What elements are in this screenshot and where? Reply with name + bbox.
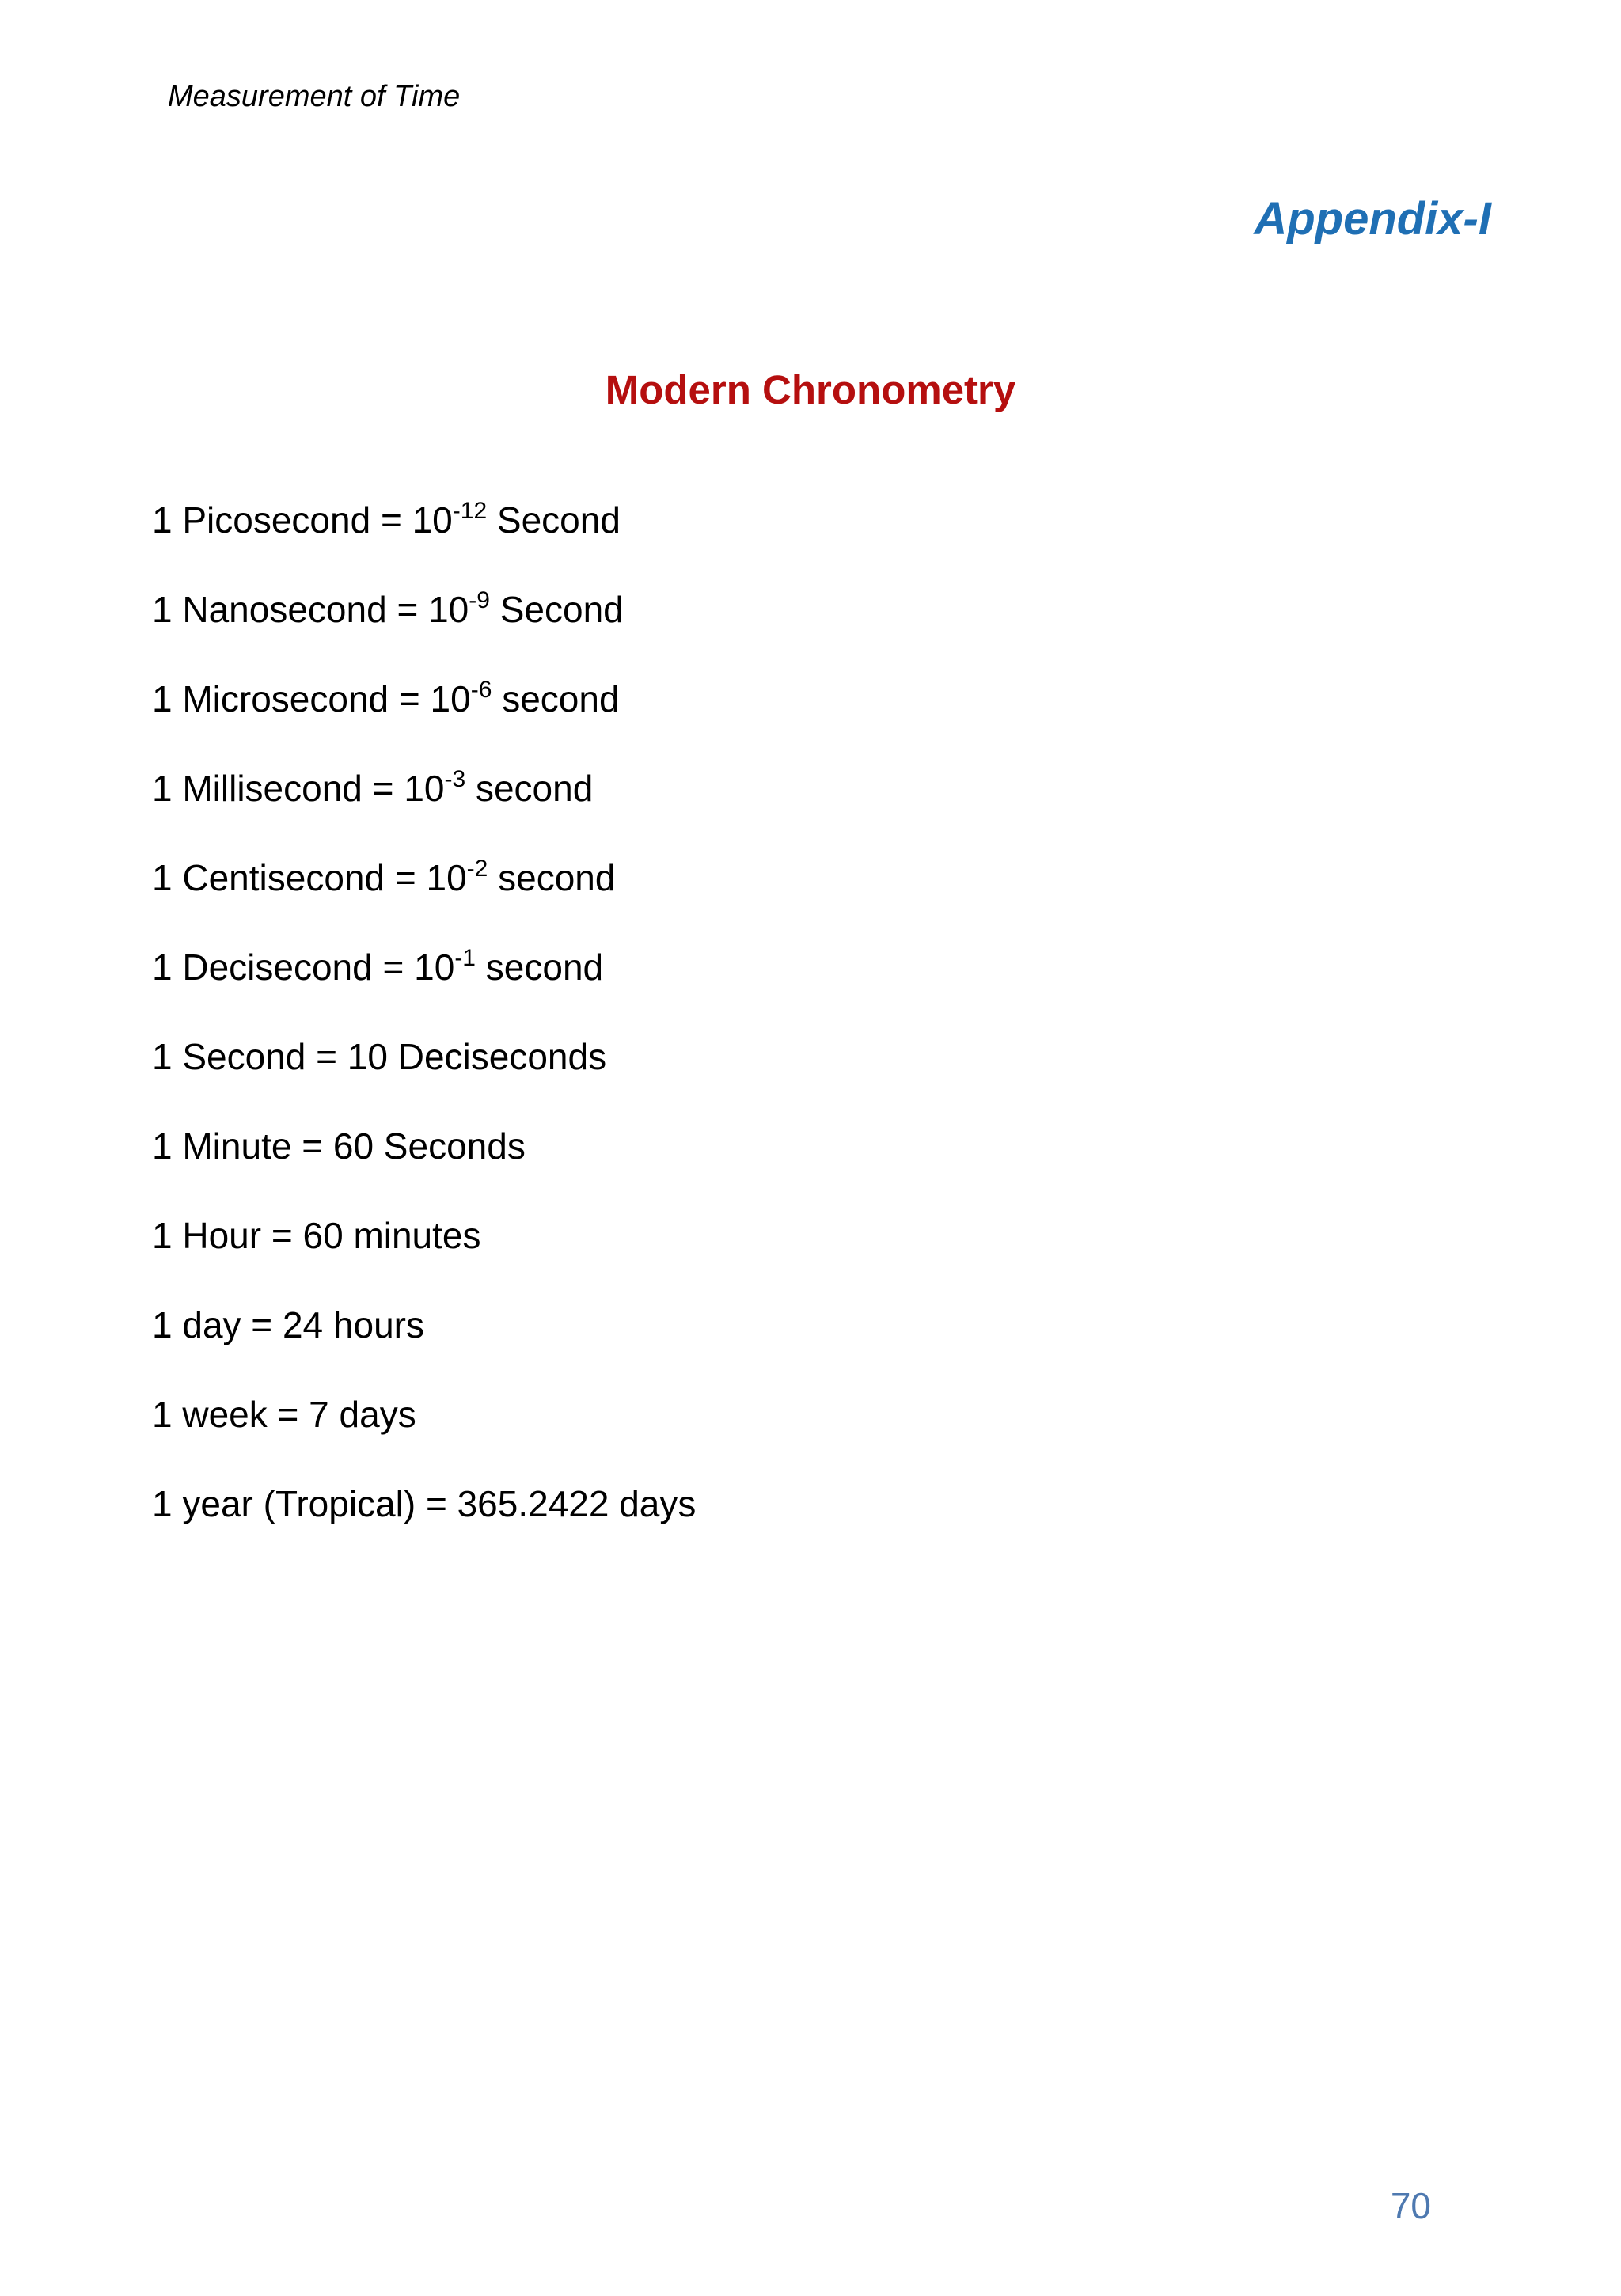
conversion-text: 1 Minute = 60 Seconds (152, 1125, 526, 1167)
conversion-minute (152, 1118, 696, 1208)
conversion-millisecond (152, 761, 696, 850)
conversion-unit: second (488, 857, 616, 898)
exponent: -6 (470, 677, 492, 703)
page-number: 70 (1390, 2185, 1431, 2226)
conversion-unit: Second (487, 499, 621, 541)
conversion-text: 1 Second = 10 Deciseconds (152, 1036, 607, 1077)
appendix-label: Appendix-I (1254, 193, 1491, 245)
conversion-second (152, 1029, 696, 1118)
conversion-text: 1 Picosecond = 10 (152, 499, 453, 541)
conversion-text: 1 Hour = 60 minutes (152, 1215, 481, 1256)
section-title: Modern Chronometry (605, 367, 1016, 412)
conversion-hour (152, 1208, 696, 1297)
conversion-text: 1 Millisecond = 10 (152, 768, 445, 809)
conversion-unit: second (476, 947, 604, 988)
conversion-list (152, 492, 696, 1565)
exponent: -2 (466, 856, 488, 882)
running-header: Measurement of Time (168, 80, 461, 113)
conversion-year (152, 1476, 696, 1565)
conversion-unit: second (492, 678, 620, 719)
conversion-nanosecond (152, 582, 696, 671)
conversion-centisecond (152, 850, 696, 939)
exponent: -1 (454, 945, 476, 971)
conversion-text: 1 year (Tropical) = 365.2422 days (152, 1483, 697, 1524)
conversion-text: 1 Centisecond = 10 (152, 857, 467, 898)
conversion-picosecond (152, 492, 696, 582)
exponent: -3 (444, 766, 466, 792)
conversion-unit: Second (489, 589, 624, 630)
conversion-decisecond (152, 939, 696, 1029)
conversion-text: 1 Decisecond = 10 (152, 947, 455, 988)
conversion-text: 1 day = 24 hours (152, 1304, 424, 1345)
conversion-text: 1 Nanosecond = 10 (152, 589, 469, 630)
exponent: -12 (452, 498, 488, 524)
exponent: -9 (469, 587, 490, 613)
conversion-text: 1 Microsecond = 10 (152, 678, 471, 719)
conversion-week (152, 1387, 696, 1476)
conversion-text: 1 week = 7 days (152, 1394, 416, 1435)
conversion-microsecond (152, 671, 696, 761)
conversion-unit: second (465, 768, 594, 809)
conversion-day (152, 1297, 696, 1387)
